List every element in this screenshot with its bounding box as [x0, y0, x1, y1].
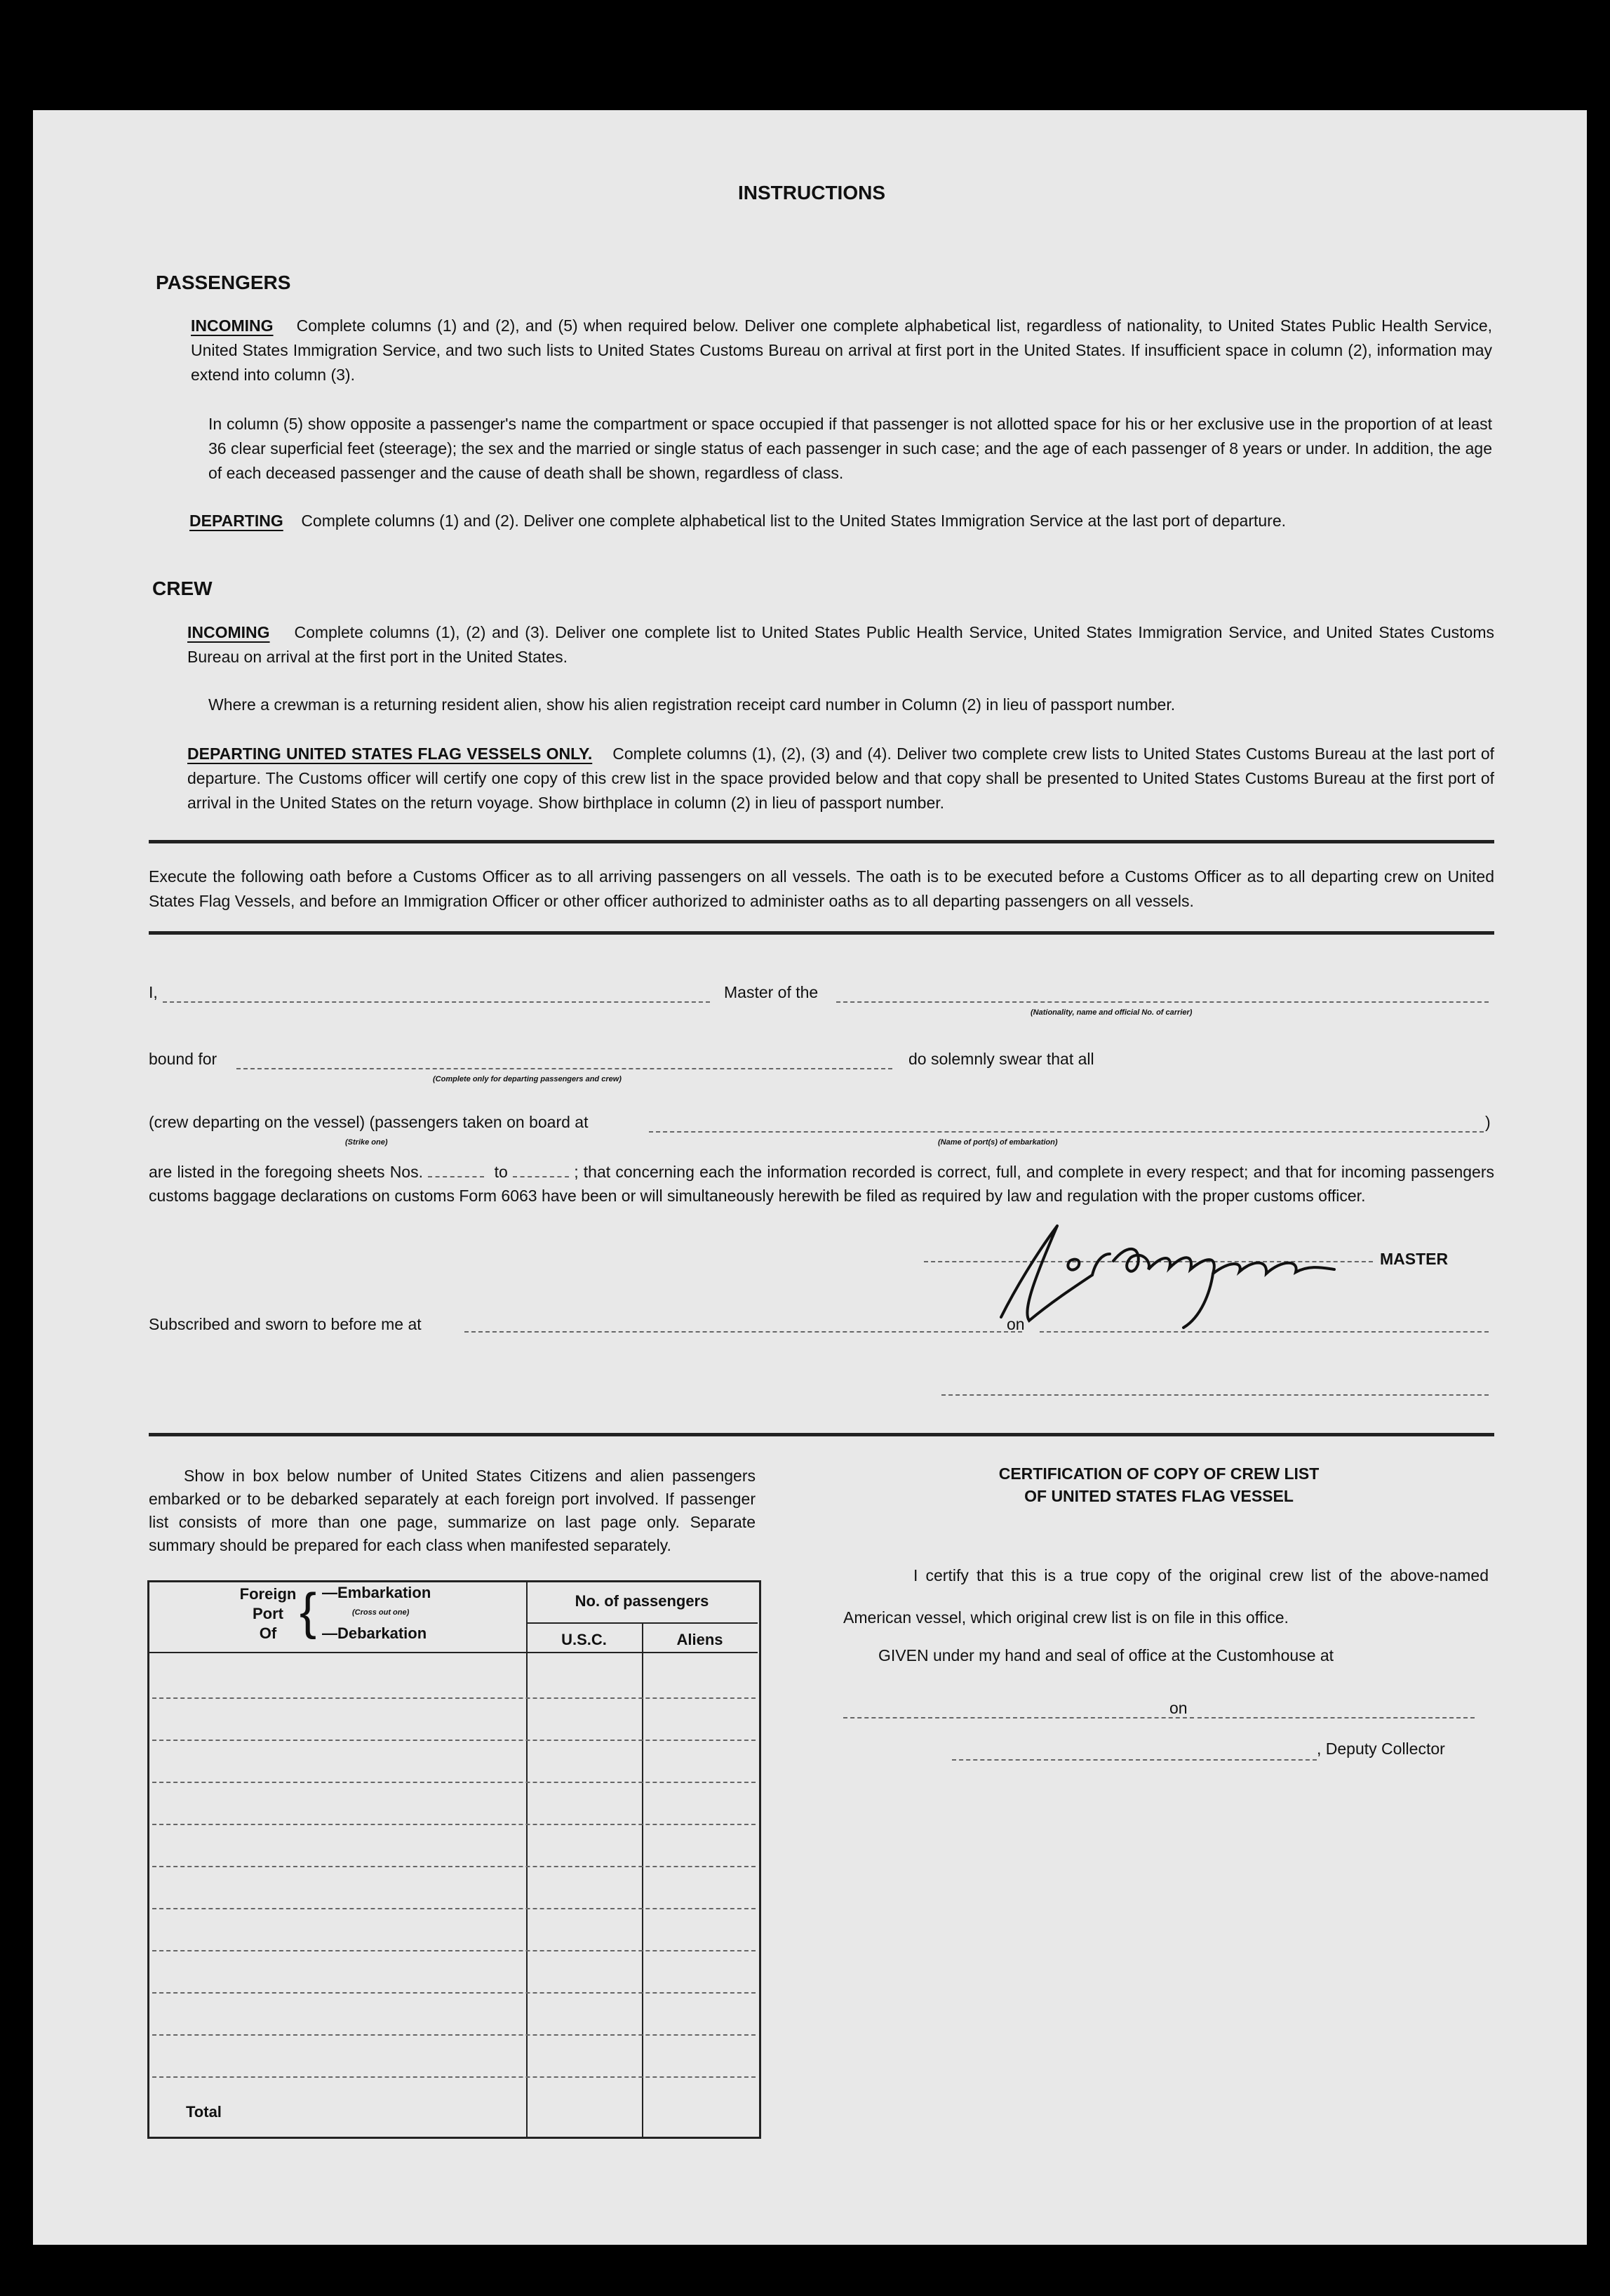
cross-out-note: (Cross out one) [352, 1608, 410, 1617]
listed-prefix: are listed in the foregoing sheets Nos. [149, 1163, 423, 1181]
strike-one-note: (Strike one) [345, 1138, 388, 1147]
passengers-departing-text: Complete columns (1) and (2). Deliver one complete alphabetical list to the United States Immigration Service at the last port of departure. [301, 512, 1286, 530]
complete-only-note: (Complete only for departing passengers and crew) [433, 1075, 622, 1083]
crew-incoming-block [187, 620, 1494, 669]
crew-resident-text: Where a crewman is a returning resident alien, show his alien registration receipt card number in Column (2) in lieu of passport number. [208, 695, 1176, 714]
page-title: INSTRUCTIONS [738, 182, 885, 203]
table-row[interactable] [152, 1866, 756, 1867]
passengers-incoming-block [191, 314, 1492, 387]
table-row[interactable] [152, 2076, 756, 2078]
table-row[interactable] [152, 2034, 756, 2036]
subscribed-label: Subscribed and sworn to before me at [149, 1315, 422, 1333]
close-paren: ) [1485, 1113, 1491, 1131]
passengers-departing-block [189, 509, 1494, 533]
passengers-incoming-text: Complete columns (1) and (2), and (5) when required below. Deliver one complete alphabetical list, regardless of nationality, to United States Public Health Service, United States Immigration Service, and two such lists to United States Customs Bureau on arrival at first port in the United States. If insufficient space in column (2), information may extend into column (3). [191, 316, 1493, 384]
certification-on-label: on [1169, 1699, 1188, 1717]
debarkation-label: —Debarkation [322, 1624, 427, 1642]
summary-instructions: Show in box below number of United States Citizens and alien passengers embarked or to be debarked separately at each foreign port involved. If passenger list consists of more than one page, summarize on last page only. Separate summary should be prepared for each class when manifested separately. [149, 1467, 756, 1554]
divider [149, 1433, 1494, 1436]
usc-label: U.S.C. [561, 1631, 607, 1648]
embarkation-label: —Embarkation [322, 1584, 431, 1601]
deputy-signature-field[interactable] [952, 1759, 1317, 1761]
listed-rest: ; that concerning each the information recorded is correct, full, and complete in every respect; and that for incoming passengers customs baggage declarations on customs Form 6063 have been or will simultaneously herewith be filed as required by law and regulation with the proper customs officer. [149, 1163, 1494, 1205]
certification-heading-1: CERTIFICATION OF COPY OF CREW LIST [998, 1464, 1320, 1483]
crew-departing-label: (crew departing on the vessel) (passengers taken on board at [149, 1113, 589, 1131]
customhouse-field[interactable] [843, 1717, 1194, 1718]
sheet-from-field[interactable] [428, 1176, 484, 1177]
oath-i-label: I, [149, 983, 158, 1001]
certification-heading-2: OF UNITED STATES FLAG VESSEL [1024, 1487, 1294, 1505]
master-of-the-label: Master of the [724, 983, 819, 1001]
table-divider [642, 1622, 643, 2137]
ports-note: (Name of port(s) of embarkation) [938, 1138, 1058, 1147]
no-of-passengers-label: No. of passengers [575, 1592, 709, 1610]
listed-to: to [494, 1163, 508, 1181]
certification-date-field[interactable] [1198, 1717, 1475, 1718]
aliens-label: Aliens [676, 1631, 723, 1648]
carrier-field[interactable] [836, 1001, 1489, 1003]
crew-heading: CREW [152, 578, 213, 599]
table-row[interactable] [152, 1697, 756, 1699]
bound-for-label: bound for [149, 1050, 217, 1068]
passengers-incoming-label: INCOMING [191, 316, 274, 335]
embarkation-ports-field[interactable] [649, 1131, 1484, 1133]
table-row[interactable] [152, 1740, 756, 1741]
table-row[interactable] [152, 1992, 756, 1994]
table-row[interactable] [152, 1824, 756, 1825]
deputy-collector-label: , Deputy Collector [1317, 1740, 1445, 1758]
passengers-heading: PASSENGERS [156, 272, 291, 293]
crew-incoming-text: Complete columns (1), (2) and (3). Deliver one complete list to United States Public Health Service, United States Immigration Service, and United States Customs Bureau on arrival at the first port in the United States. [187, 623, 1495, 666]
crew-departing-text: Complete columns (1), (2), (3) and (4). Deliver two complete crew lists to United States Customs Bureau at the last port of departure. The Customs officer will certify one copy of this crew list in the space provided below and that copy shall be presented to United States Customs Bureau at the first port of arrival in the United States on the return voyage. Show birthplace in column (2) in lieu of passport number. [187, 745, 1495, 812]
of-label: Of [259, 1624, 277, 1642]
summary-table [147, 1580, 761, 2139]
nationality-note: (Nationality, name and official No. of carrier) [1031, 1008, 1193, 1017]
foreign-label: Foreign [239, 1585, 297, 1603]
crew-incoming-label: INCOMING [187, 623, 270, 641]
table-row[interactable] [152, 1908, 756, 1909]
subscribed-on-label: on [1007, 1315, 1025, 1333]
master-label: MASTER [1380, 1250, 1449, 1268]
sworn-place-field[interactable] [464, 1331, 1022, 1333]
master-name-field[interactable] [163, 1001, 710, 1003]
listed-block [149, 1160, 1494, 1208]
crew-departing-label: DEPARTING UNITED STATES FLAG VESSELS ONLY. [187, 745, 593, 763]
sheet-to-field[interactable] [513, 1176, 569, 1177]
sworn-date-field[interactable] [1040, 1331, 1489, 1333]
given-text: GIVEN under my hand and seal of office at the Customhouse at [878, 1646, 1334, 1664]
officer-signature-field[interactable] [941, 1394, 1489, 1396]
total-label: Total [186, 2103, 222, 2121]
port-label: Port [253, 1605, 283, 1622]
certify-text: I certify that this is a true copy of the original crew list of the above-named American vessel, which original crew list is on file in this office. [843, 1566, 1489, 1627]
divider [149, 840, 1494, 843]
oath-intro: Execute the following oath before a Customs Officer as to all arriving passengers on all vessels. The oath is to be executed before a Customs Officer as to all departing crew on United States Flag Vessels, and before an Immigration Officer or other officer authorized to administer oaths as to all departing passengers on all vessels. [149, 867, 1494, 910]
divider [149, 931, 1494, 935]
crew-departing-block [187, 742, 1494, 815]
form-page [33, 110, 1587, 2245]
passengers-column5-text: In column (5) show opposite a passenger's name the compartment or space occupied if that passenger is not allotted space for his or her exclusive use in the proportion of at least 36 clear superficial feet (steerage); the sex and the married or single status of each passenger in such case; and the age of each passenger of 8 years or under. In addition, the age of each deceased passenger and the cause of death shall be shown, regardless of class. [208, 415, 1492, 482]
brace: { [300, 1584, 317, 1640]
table-divider [147, 1652, 758, 1653]
table-row[interactable] [152, 1950, 756, 1951]
swear-label: do solemnly swear that all [908, 1050, 1094, 1068]
bound-for-field[interactable] [236, 1068, 892, 1069]
table-row[interactable] [152, 1782, 756, 1783]
table-divider [526, 1580, 528, 2137]
table-divider [526, 1622, 758, 1624]
passengers-departing-label: DEPARTING [189, 512, 283, 530]
